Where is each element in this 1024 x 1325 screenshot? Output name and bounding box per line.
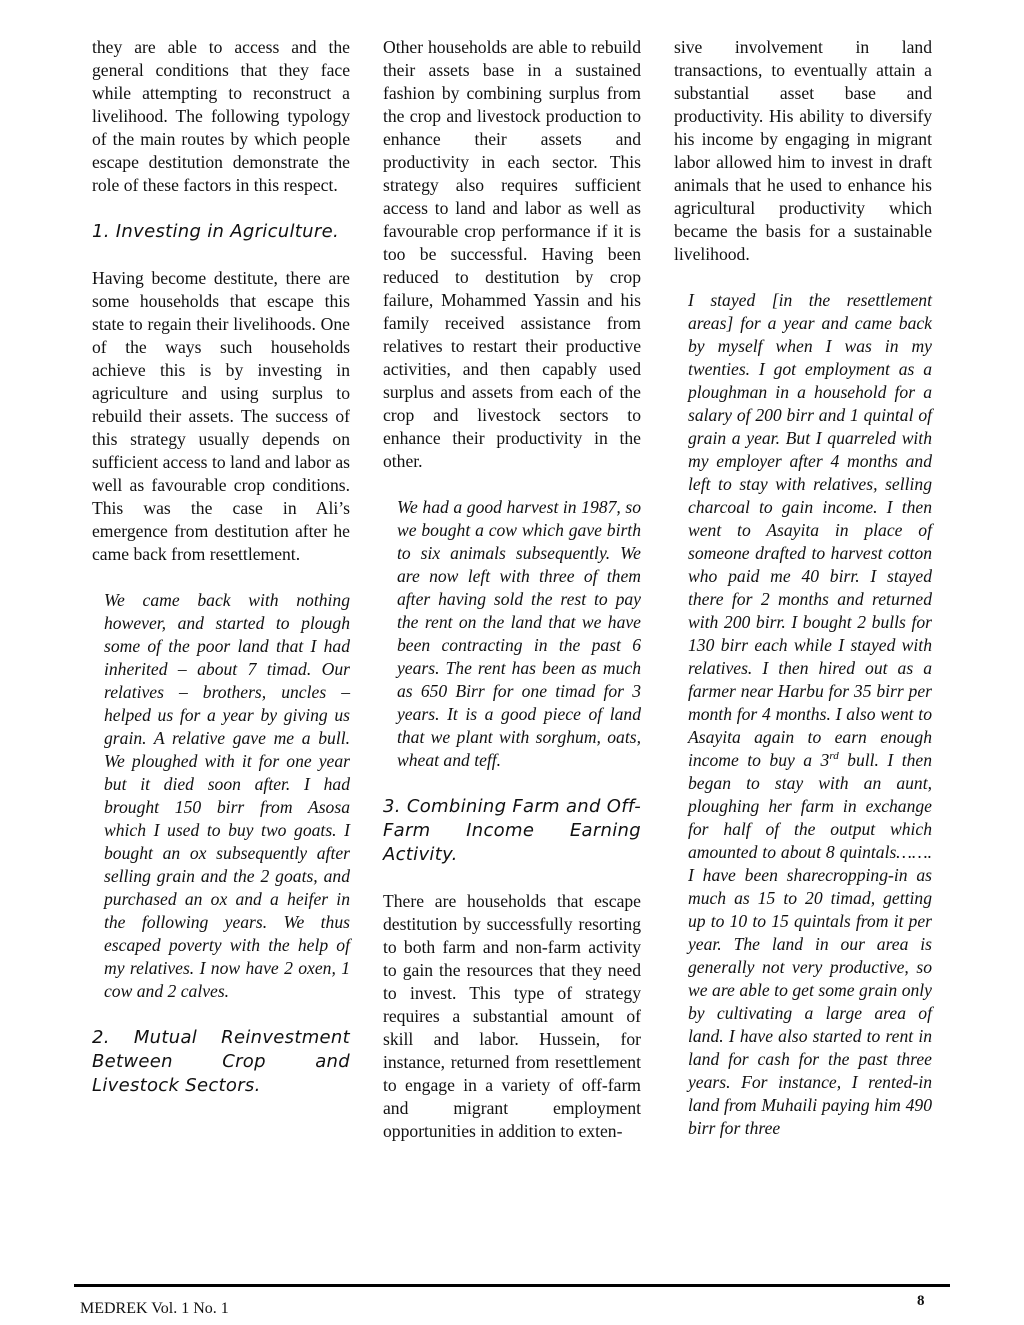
- quote-block: We had a good harvest in 1987, so we bought a cow which gave birth to six animals subsequently. We are now left with three of them after having sold the rest to pay the rent on the land that we have been contracting in the past 6 years. The rent has been as much as 650 Birr for one timad for 3 years. It is a good piece of land that we plant with sorghum, oats, wheat and teff.: [397, 497, 641, 770]
- journal-name: MEDREK Vol. 1 No. 1: [80, 1300, 229, 1317]
- column-3: [674, 36, 932, 1140]
- column-1: [92, 36, 350, 1098]
- footer-rule: [74, 1284, 950, 1287]
- quote-block: [688, 289, 932, 1140]
- paragraph: Other households are able to rebuild their assets base in a sustained fashion by combining surplus from the crop and livestock production to enhance their assets and productivity in each sector. This strategy also requires sufficient access to land and labor as well as favourable crop performance if it is too be successful. Having been reduced to destitution by crop failure, Mohammed Yassin and his family received assistance from relatives to restart their productive activities, and then capably used surplus and assets from each of the crop and livestock sectors to enhance their productivity in the other.: [383, 37, 641, 471]
- paragraph: they are able to access and the general conditions that they face while attempting to reconstruct a livelihood. The following typology of the main routes by which people escape destitution demonstrate the role of these factors in this respect.: [92, 37, 350, 195]
- column-2: [383, 36, 641, 1143]
- section-heading-1: 1. Investing in Agriculture.: [92, 221, 339, 242]
- paragraph: Having become destitute, there are some households that escape this state to regain their livelihoods. One of the ways such households achieve this is by investing in agriculture and using surplus to rebuild their assets. The success of this strategy usually depends on sufficient access to land and labor as well as favourable crop conditions. This was the case in Ali’s emergence from destitution after he came back from resettlement.: [92, 268, 350, 564]
- paragraph: There are households that escape destitution by successfully resorting to both farm and non-farm activity to gain the resources that they need to invest. This type of strategy requires a substantial amount of skill and labor. Hussein, for instance, returned from resettlement to engage in a variety of off-farm and migrant employment opportunities in addition to exten-: [383, 891, 641, 1141]
- quote-block: We came back with nothing however, and started to plough some of the poor land that I had inherited – about 7 timad. Our relatives – brothers, uncles – helped us for a year by giving us grain. A relative gave me a bull. We ploughed with it for one year but it died soon after. I had brought 150 birr from Asosa which I used to buy two goats. I bought an ox subsequently after selling grain and the 2 goats, and purchased an ox and a heifer in the following years. We thus escaped poverty with the help of my relatives. I now have 2 oxen, 1 cow and 2 calves.: [104, 590, 350, 1001]
- quote-text: I stayed [in the resettlement areas] for a year and came back by myself when I was in my twenties. I got employment as a ploughman in a household for a salary of 200 birr and 1 quintal of grain a year. But I quarreled with my employer after 4 months and left to stay with relatives, selling charcoal to gain income. I then went to Asayita in place of someone drafted to harvest cotton who paid me 40 birr. I stayed there for 2 months and returned with 200 birr. I bought 2 bulls for 130 birr each while I stayed with relatives. I then hired out as a farmer near Harbu for 35 birr per month for 4 months. I also went to Asayita again to earn enough income to buy a 3: [688, 290, 932, 770]
- quote-text: bull. I then began to stay with an aunt, ploughing her farm in exchange for half of the output which amounted to about 8 quintals……. I have been sharecropping-in as much as 15 to 20 timad, getting up to 10 to 15 quintals from it per year. The land in our area is generally not very productive, so we are able to get some grain only by cultivating a large area of land. I have also started to rent in land for cash for the past three years. For instance, I rented-in land from Muhaili paying him 490 birr for three: [688, 750, 932, 1138]
- section-heading-2: 2. Mutual Reinvestment Between Crop and Livestock Sectors.: [92, 1027, 350, 1096]
- ordinal-superscript: rd: [829, 750, 839, 763]
- paragraph: sive involvement in land transactions, to eventually attain a substantial asset base and productivity. His ability to diversify his income by engaging in migrant labor allowed him to invest in draft animals that he used to enhance his agricultural productivity which became the basis for a sustainable livelihood.: [674, 37, 932, 264]
- section-heading-3: 3. Combining Farm and Off-Farm Income Earning Activity.: [383, 796, 641, 865]
- page-number: 8: [917, 1293, 925, 1309]
